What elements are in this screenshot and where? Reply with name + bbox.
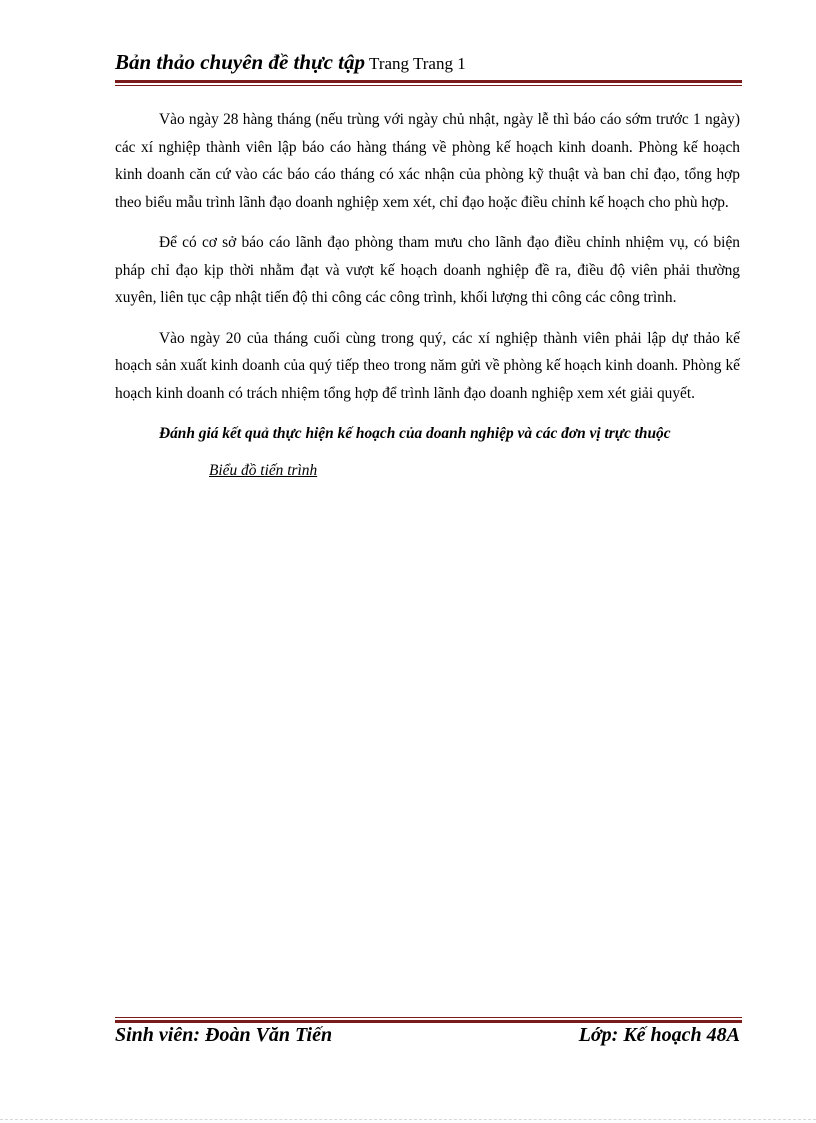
footer-rule-thick <box>115 1020 742 1023</box>
page-body <box>115 106 740 484</box>
page-header <box>115 50 740 82</box>
page-number-label: Trang Trang 1 <box>369 54 466 73</box>
page-footer <box>115 1024 740 1054</box>
student-name: Sinh viên: Đoàn Văn Tiến <box>115 1024 333 1046</box>
progress-chart-link[interactable]: Biểu đồ tiến trình <box>209 462 318 479</box>
page-boundary <box>0 1119 816 1120</box>
header-rule-thick <box>115 80 742 83</box>
header-rule <box>115 80 742 86</box>
footer-rule-thin <box>115 1017 742 1018</box>
paragraph-monthly-report: Vào ngày 28 hàng tháng (nếu trùng với ngày chủ nhật, ngày lễ thì báo cáo sớm trước 1 ngày) các xí nghiệp thành viên lập báo cáo hàng tháng về phòng kế hoạch kinh doanh. Phòng kế hoạch kinh doanh căn cứ vào các báo cáo tháng có xác nhận của phòng kỹ thuật và ban chỉ đạo, tổng hợp theo biểu mẫu trình lãnh đạo doanh nghiệp xem xét, chỉ đạo hoặc điều chỉnh kế hoạch cho phù hợp. <box>115 111 740 211</box>
header-rule-thin <box>115 85 742 86</box>
paragraph-progress-update: Để có cơ sở báo cáo lãnh đạo phòng tham mưu cho lãnh đạo điều chỉnh nhiệm vụ, có biện pháp chỉ đạo kịp thời nhằm đạt và vượt kế hoạch doanh nghiệp đề ra, điều độ viên phải thường xuyên, liên tục cập nhật tiến độ thi công các công trình, khối lượng thi công các công trình. <box>115 234 740 306</box>
paragraph-quarterly-plan: Vào ngày 20 của tháng cuối cùng trong quý, các xí nghiệp thành viên phải lập dự thảo kế hoạch sản xuất kinh doanh của quý tiếp theo trong năm gửi về phòng kế hoạch kinh doanh. Phòng kế hoạch kinh doanh có trách nhiệm tổng hợp để trình lãnh đạo doanh nghiệp xem xét giải quyết. <box>115 329 740 402</box>
class-name: Lớp: Kế hoạch 48A <box>578 1024 740 1046</box>
document-title: Bản thảo chuyên đề thực tập <box>115 50 366 74</box>
section-heading: Đánh giá kết quả thực hiện kế hoạch của doanh nghiệp và các đơn vị trực thuộc <box>159 425 671 442</box>
footer-rule <box>115 1017 742 1023</box>
